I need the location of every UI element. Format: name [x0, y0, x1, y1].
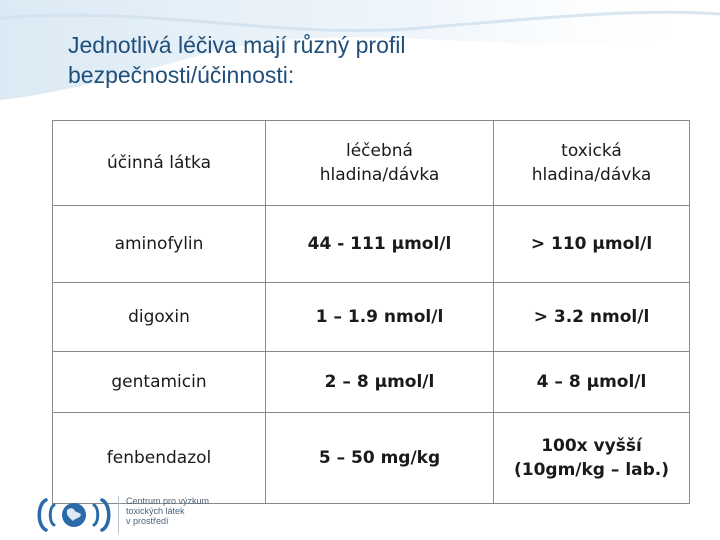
- table-row: [53, 352, 690, 413]
- substance-name: aminofylin: [53, 206, 266, 283]
- slide-title: [68, 30, 668, 90]
- organization-name: [126, 496, 209, 526]
- slide-title-line-1: Jednotlivá léčiva mají různý profil: [68, 32, 406, 58]
- organization-name-line-3: v prostředí: [126, 516, 169, 526]
- therapeutic-value: 2 – 8 µmol/l: [266, 352, 494, 413]
- globe-logo-icon: [34, 496, 114, 534]
- therapeutic-value: 44 - 111 µmol/l: [266, 206, 494, 283]
- drug-level-table: [52, 120, 690, 504]
- organization-logo: [34, 492, 234, 538]
- header-active-substance: účinná látka: [53, 121, 266, 206]
- header-toxic-level: toxická hladina/dávka: [494, 121, 690, 206]
- slide-title-line-2: bezpečnosti/účinnosti:: [68, 62, 295, 88]
- logo-divider: [118, 496, 119, 534]
- substance-name: gentamicin: [53, 352, 266, 413]
- table-row: [53, 413, 690, 504]
- table-row: [53, 283, 690, 352]
- toxic-value: 4 – 8 µmol/l: [494, 352, 690, 413]
- organization-name-line-2: toxických látek: [126, 506, 185, 516]
- therapeutic-value: 1 – 1.9 nmol/l: [266, 283, 494, 352]
- toxic-value: > 3.2 nmol/l: [494, 283, 690, 352]
- substance-name: fenbendazol: [53, 413, 266, 504]
- table-row: [53, 206, 690, 283]
- table-header-row: [53, 121, 690, 206]
- toxic-value: > 110 µmol/l: [494, 206, 690, 283]
- organization-name-line-1: Centrum pro výzkum: [126, 496, 210, 506]
- header-therapeutic-level: léčebná hladina/dávka: [266, 121, 494, 206]
- toxic-value: 100x vyšší (10gm/kg – lab.): [494, 413, 690, 504]
- therapeutic-value: 5 – 50 mg/kg: [266, 413, 494, 504]
- substance-name: digoxin: [53, 283, 266, 352]
